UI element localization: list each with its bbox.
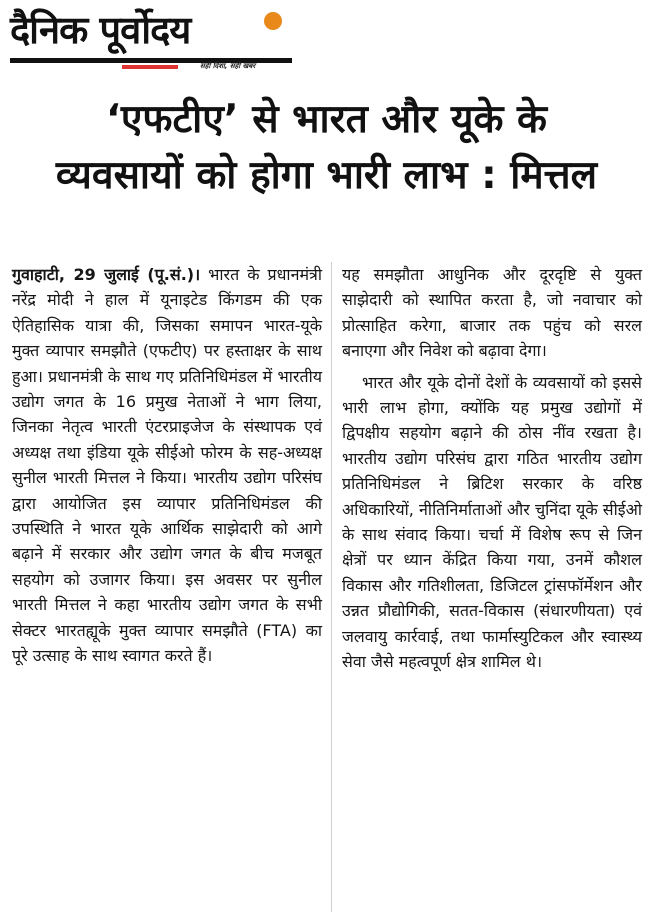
article-column-right [342, 262, 642, 675]
article-right-para-2: भारत और यूके दोनों देशों के व्यवसायों को इससे भारी लाभ होगा, क्योंकि यह प्रमुख उद्योगों में द्विपक्षीय सहयोग बढ़ाने की ठोस नींव रखता है। भारतीय उद्योग परिसंघ द्वारा गठित भारतीय उद्योग प्रतिनिधिमंडल ने ब्रिटिश सरकार के वरिष्ठ अधिकारियों, नीतिनिर्माताओं और चुनिंदा यूके सीईओ के साथ संवाद किया। चर्चा में विशेष रूप से जिन क्षेत्रों पर ध्यान केंद्रित किया गया, उनमें कौशल विकास और गतिशीलता, डिजिटल ट्रांसफॉर्मेशन और उन्नत प्रौद्योगिकी, सतत-विकास (संधारणीयता) एवं जलवायु कार्रवाई, तथा फार्मास्युटिकल और स्वास्थ्य सेवा जैसे महत्वपूर्ण क्षेत्र शामिल थे। [342, 372, 642, 672]
article-dateline: गुवाहाटी, 29 जुलाई (पू.सं.)। [12, 265, 201, 284]
masthead [10, 6, 292, 72]
masthead-badge-icon [264, 12, 282, 30]
headline-line-2: व्यवसायों को होगा भारी लाभ : मित्तल [55, 153, 598, 198]
masthead-tagline: सही दिशा, सही खबर [200, 62, 256, 70]
headline [14, 92, 639, 204]
article-left-body: भारत के प्रधानमंत्री नरेंद्र मोदी ने हाल में यूनाइटेड किंगडम की एक ऐतिहासिक यात्रा की, जिसका समापन भारत-यूके मुक्त व्यापार समझौते (एफटीए) पर हस्ताक्षर के साथ हुआ। प्रधानमंत्री के साथ गए प्रतिनिधिमंडल में भारतीय उद्योग जगत के 16 प्रमुख नेताओं ने भाग लिया, जिनका नेतृत्व भारती एंटरप्राइजेज के संस्थापक एवं अध्यक्ष तथा इंडिया यूके सीईओ फोरम के सह-अध्यक्ष सुनील भारती मित्तल ने किया। भारतीय उद्योग परिसंघ द्वारा आयोजित इस व्यापार प्रतिनिधिमंडल की उपस्थिति ने भारत यूके आर्थिक साझेदारी को आगे बढ़ाने में सरकार और उद्योग जगत के बीच मजबूत सहयोग को उजागर किया। इस अवसर पर सुनील भारती मित्तल ने कहा भारतीय उद्योग जगत के सभी सेक्टर भारतह्यूके मुक्त व्यापार समझौते (FTA) का पूरे उत्साह के साथ स्वागत करते हैं। [12, 265, 323, 666]
article-right-para-1: यह समझौता आधुनिक और दूरदृष्टि से युक्त साझेदारी को स्थापित करता है, जो नवाचार को प्रोत्साहित करेगा, बाजार तक पहुंच को सरल बनाएगा और निवेश को बढ़ावा देगा। [342, 265, 642, 361]
masthead-title: दैनिक पूर्वोदय [10, 8, 191, 52]
headline-line-1: ‘एफटीए’ से भारत और यूके के [106, 97, 547, 142]
article-column-left [12, 262, 322, 669]
column-divider [331, 262, 332, 912]
masthead-accent-bar [122, 65, 178, 69]
